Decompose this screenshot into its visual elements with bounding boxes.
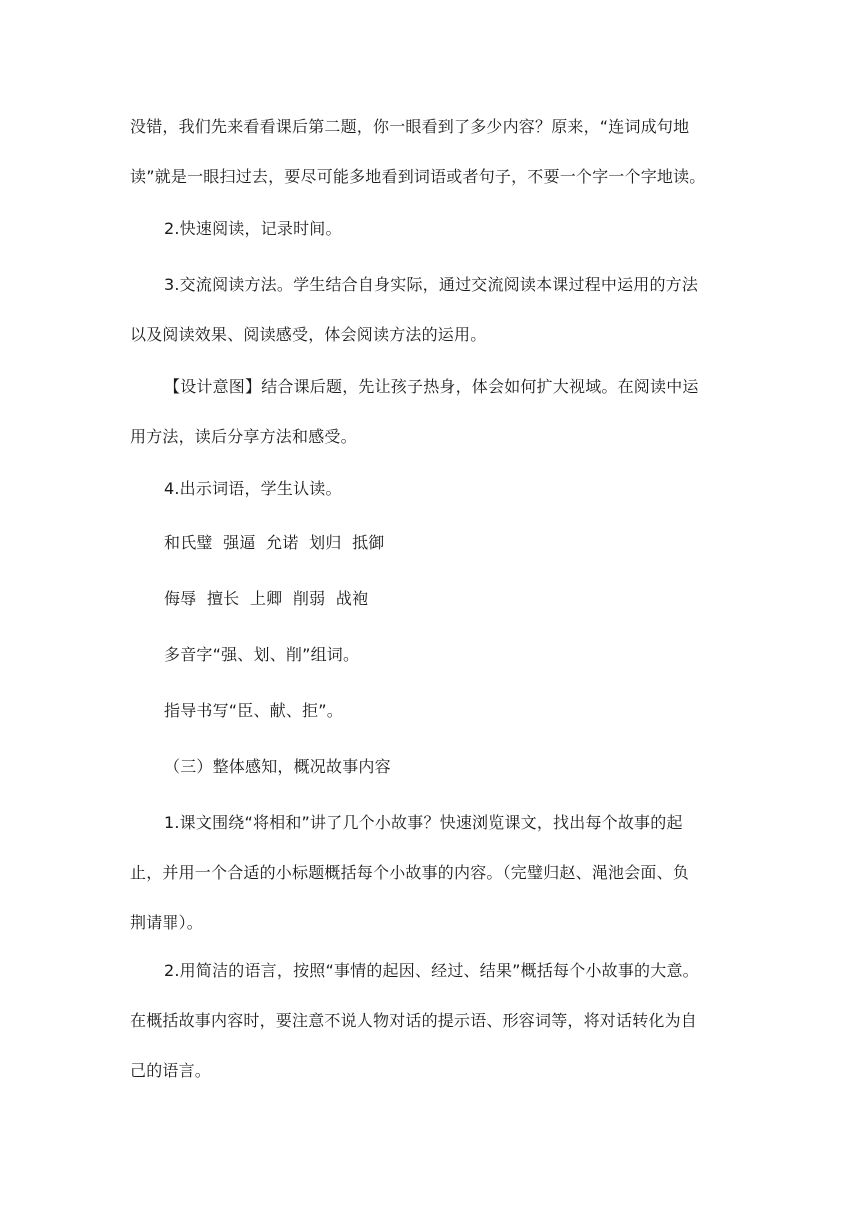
- text-line: 多音字“强、划、削”组词。: [164, 645, 360, 664]
- paragraph-words-2: [130, 574, 734, 624]
- paragraph-step-2: [130, 204, 734, 254]
- text-line: 止，并用一个合适的小标题概括每个小故事的内容。（完璧归赵、渑池会面、负: [130, 863, 690, 882]
- text-line: 荆请罪）。: [130, 913, 204, 932]
- text-line: 2.快速阅读，记录时间。: [164, 219, 342, 238]
- text-line: 【设计意图】结合课后题，先让孩子热身，体会如何扩大视域。在阅读中运: [164, 377, 699, 396]
- text-line: 用方法，读后分享方法和感受。: [130, 427, 357, 446]
- text-line: 指导书写“臣、献、拒”。: [164, 701, 343, 720]
- text-line: 读”就是一眼扫过去，要尽可能多地看到词语或者句子，不要一个字一个字地读。: [130, 167, 706, 186]
- text-line: 1.课文围绕“将相和”讲了几个小故事？快速浏览课文，找出每个故事的起: [164, 813, 683, 832]
- section-heading: [130, 742, 734, 792]
- text-line: 3.交流阅读方法。学生结合自身实际，通过交流阅读本课过程中运用的方法: [164, 275, 699, 294]
- text-line: 没错，我们先来看看课后第二题，你一眼看到了多少内容？原来，“连词成句地: [130, 117, 690, 136]
- paragraph-design-intent: [130, 362, 734, 462]
- text-line: 在概括故事内容时，要注意不说人物对话的提示语、形容词等，将对话转化为自: [130, 1011, 698, 1030]
- text-line: （三）整体感知，概况故事内容: [164, 757, 391, 776]
- paragraph-writing: [130, 686, 734, 736]
- paragraph-step-3: [130, 260, 734, 360]
- text-line: 4.出示词语，学生认读。: [164, 479, 342, 498]
- text-line: 己的语言。: [130, 1061, 212, 1080]
- text-line: 2.用简洁的语言，按照“事情的起因、经过、结果”概括每个小故事的大意。: [164, 961, 699, 980]
- paragraph-intro: [130, 102, 734, 202]
- vocabulary-line: 和氏璧 强逼 允诺 划归 抵御: [164, 533, 385, 552]
- text-line: 以及阅读效果、阅读感受，体会阅读方法的运用。: [130, 325, 487, 344]
- paragraph-task-2: [130, 946, 734, 1096]
- vocabulary-line: 侮辱 擅长 上卿 削弱 战袍: [164, 589, 369, 608]
- paragraph-step-4: [130, 464, 734, 514]
- paragraph-polyphone: [130, 630, 734, 680]
- paragraph-words-1: [130, 518, 734, 568]
- paragraph-task-1: [130, 798, 734, 948]
